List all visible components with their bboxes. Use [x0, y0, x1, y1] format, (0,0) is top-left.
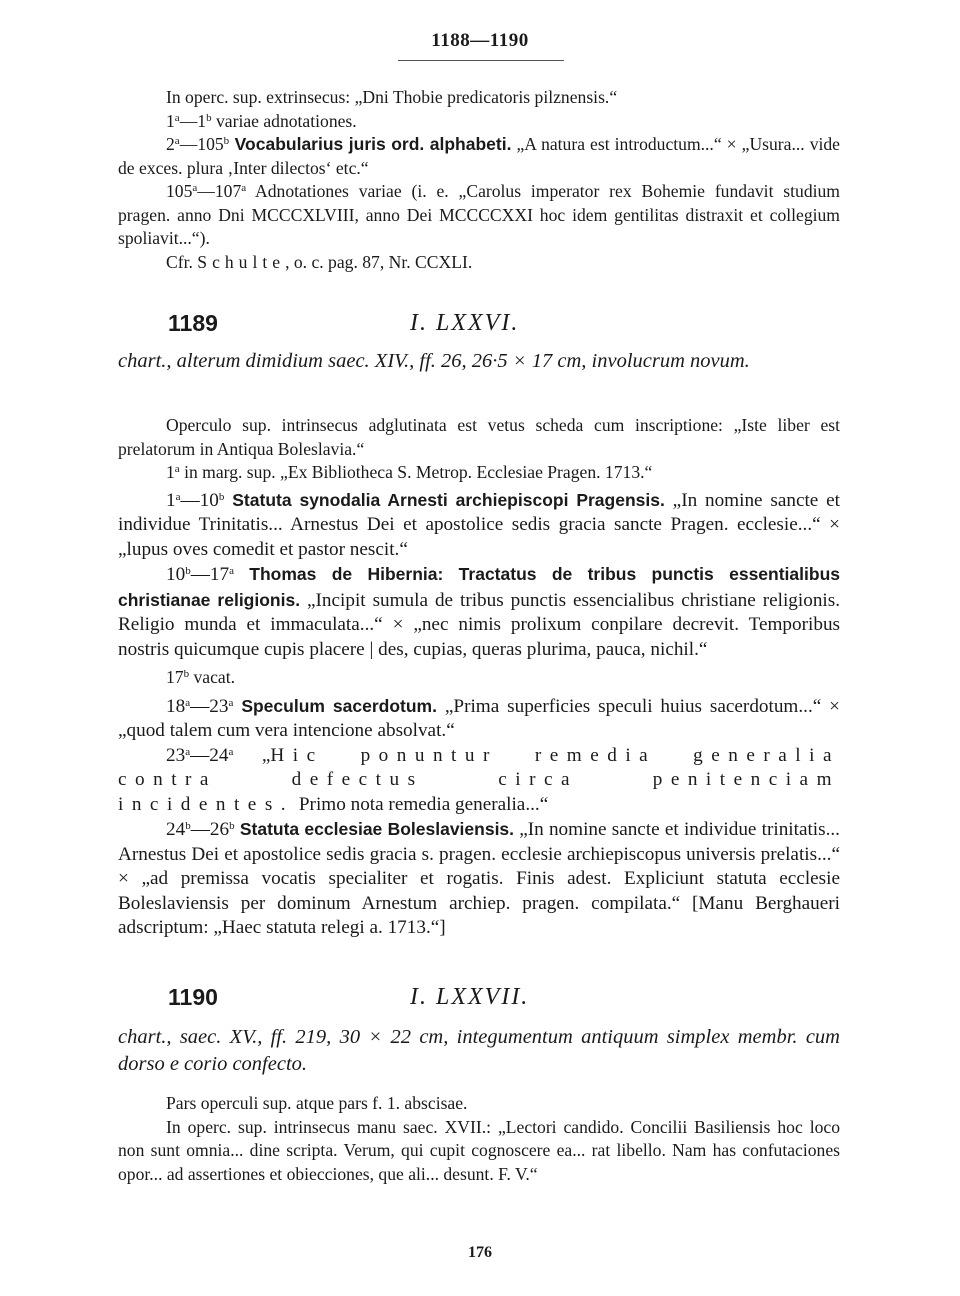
- item-title: Speculum sacerdotum.: [233, 695, 437, 716]
- entry-1189-binding-note: Operculo sup. intrinsecus adglutinata est vetus scheda cum inscriptione: „Iste liber est prelatorum in Antiqua Boleslavia.“: [118, 415, 840, 459]
- entry-1188-binding-note: In operc. sup. extrinsecus: „Dni Thobie predicatoris pilznensis.“: [166, 87, 618, 107]
- item-title: Statuta synodalia Arnesti archiepiscopi Pragensis.: [224, 489, 665, 510]
- entry-1189-item-6: 24$^b$—26$^b$ Statuta ecclesiae Boleslaviensis. „In nomine sancte et individue trinitatis... Arnestus Dei et apostolice sedis gracia s. pragen. ecclesie archiepiscopus universis prelatis...“ × „ad premissa vocatis specialiter et rogatis. Finis adest. Expliciunt statuta ecclesie Boleslaviensis per dominum Arnestum archiep. pragen. compilata.“ [Manu Berghaueri adscriptum: „Haec statuta relegi a. 1713.“]: [118, 819, 840, 938]
- entry-1189-item-1: 1$^a$—10$^b$ Statuta synodalia Arnesti archiepiscopi Pragensis. „In nomine sancte et individue Trinitatis... Arnestus Dei et apostolice sedis gracia sancte Pragen. ecclesie...“ × „lupus oves comedit et pastor nescit.“: [118, 489, 840, 560]
- entry-1189-description: chart., alterum dimidium saec. XIV., ff. 26, 26·5 × 17 cm, involucrum novum.: [118, 350, 750, 372]
- shelfmark: I. LXXVII.: [410, 984, 530, 1010]
- entry-1188-reference: Cfr. Schulte, o. c. pag. 87, Nr. CCXLI.: [166, 251, 473, 272]
- entry-1190-description: chart., saec. XV., ff. 219, 30 × 22 cm, integumentum antiquum simplex membr. cum dorso e corio confecto.: [118, 1026, 840, 1075]
- header-rule: [398, 60, 564, 61]
- entry-1190-body: [118, 1092, 840, 1186]
- entry-1189-heading: [118, 310, 840, 344]
- entry-number: 1189: [168, 310, 218, 336]
- entry-1190-heading: [118, 984, 840, 1018]
- entry-1190-note-1: Pars operculi sup. atque pars f. 1. abscisae.: [166, 1093, 468, 1113]
- entry-1188-item-1: 1$^a$—1$^b$ variae adnotationes.: [166, 110, 357, 131]
- shelfmark: I. LXXVI.: [410, 310, 520, 336]
- entry-1189-item-2: 10$^b$—17$^a$ Thomas de Hibernia: Tractatus de tribus punctis essentialibus christianae religionis. „Incipit sumula de tribus punctis essencialibus christiane religionis. Religio munda et immaculata...“ × „nec nimis prolixum conpilare decrevit. Temporibus nostris quicumque cupis placere | des, cupias, queras plurima, pauca, nichil.“: [118, 564, 841, 660]
- entry-1189-item-5: 23$^a$—24$^a$ „Hic ponuntur remedia generalia contra defectus circa penitenciam incidentes. Primo nota remedia generalia...“: [118, 744, 840, 815]
- item-title: Thomas de Hibernia: Tractatus de tribus punctis essentialibus christianae religionis.: [118, 564, 840, 610]
- entry-1189-item-4: 18$^a$—23$^a$ Speculum sacerdotum. „Prima superficies speculi huius sacerdotum...“ × „quod talem cum vera intencione absolvat.“: [118, 695, 840, 741]
- spaced-incipit: Hic ponuntur remedia generalia contra defectus circa penitenciam incidentes.: [118, 744, 840, 815]
- author-name: Schulte: [197, 251, 286, 272]
- page-header: 1188—1190: [431, 30, 529, 51]
- entry-number: 1190: [168, 984, 218, 1010]
- page-number: 176: [468, 1244, 492, 1261]
- item-title: Statuta ecclesiae Boleslaviensis.: [234, 819, 515, 839]
- entry-1188-item-3: 105$^a$—107$^a$ Adnotationes variae (i. e. „Carolus imperator rex Bohemie fundavit studium pragen. anno Dni MCCCXLVIII, anno Dei MCCCCXXI hoc idem gentilitas distraxit et collegium spoliavit...“).: [118, 181, 840, 248]
- item-title: Vocabularius juris ord. alphabeti.: [229, 134, 512, 154]
- entry-1189-margin-note: 1$^a$ in marg. sup. „Ex Bibliotheca S. Metrop. Ecclesiae Pragen. 1713.“: [166, 462, 653, 482]
- entry-1189-body: [118, 414, 840, 941]
- entry-1188-item-2: 2$^a$—105$^b$ Vocabularius juris ord. alphabeti. „A natura est introductum...“ × „Usura... vide de exces. plura ‚Inter dilectos‘ etc.“: [118, 134, 840, 178]
- entry-1190-note-2: In operc. sup. intrinsecus manu saec. XVII.: „Lectori candido. Concilii Basiliensis hoc loco non sunt omnia... dine scripta. Verum, qui cupit cognoscere ea... rat libello. Nam has confutaciones opor... ad assertiones et obiecciones, que ali... desunt. F. V.“: [118, 1116, 840, 1184]
- entry-1189-item-3: 17$^b$ vacat.: [166, 667, 236, 687]
- entry-1188-body: [118, 86, 840, 274]
